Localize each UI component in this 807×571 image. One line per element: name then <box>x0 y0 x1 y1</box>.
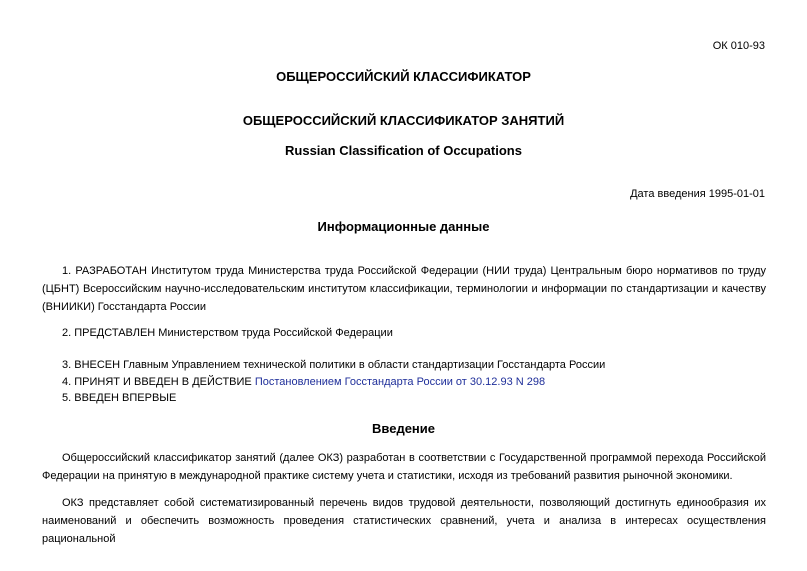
intro-paragraph-1: Общероссийский классификатор занятий (далее ОКЗ) разработан в соответствии с Государственной программой перехода Российской Федерации на принятую в международной практике систему учета и статистики, исходя из требований развития рыночной экономики. <box>42 452 766 482</box>
document-code: ОК 010-93 <box>712 40 765 52</box>
resolution-link[interactable]: Постановлением Госстандарта России от 30.12.93 N 298 <box>254 376 546 388</box>
intro-section-heading: Введение <box>372 421 435 436</box>
info-item-2: 2. ПРЕДСТАВЛЕН Министерством труда Российской Федерации <box>62 327 393 339</box>
info-item-4-text: 4. ПРИНЯТ И ВВЕДЕН В ДЕЙСТВИЕ <box>62 376 255 388</box>
title-general: ОБЩЕРОССИЙСКИЙ КЛАССИФИКАТОР <box>276 69 531 84</box>
title-english: Russian Classification of Occupations <box>285 143 522 158</box>
intro-paragraph-2: ОКЗ представляет собой систематизированный перечень видов трудовой деятельности, позволяющий достигнуть единообразия их наименований и обеспечить возможность проведения статистических сравнений, учета и анализа в интересах осуществления рациональной <box>42 497 766 545</box>
info-item-3: 3. ВНЕСЕН Главным Управлением технической политики в области стандартизации Госстандарта России <box>62 359 606 371</box>
title-main: ОБЩЕРОССИЙСКИЙ КЛАССИФИКАТОР ЗАНЯТИЙ <box>242 113 565 128</box>
info-section-heading: Информационные данные <box>317 219 490 234</box>
info-item-1: 1. РАЗРАБОТАН Институтом труда Министерства труда Российской Федерации (НИИ труда) Центральным бюро нормативов по труду (ЦБНТ) Всероссийским научно-исследовательским институтом классификации, терминологии и информации по стандартизации и качеству (ВНИИКИ) Госстандарта России <box>42 265 766 313</box>
effective-date: Дата введения 1995-01-01 <box>630 188 765 200</box>
info-item-5: 5. ВВЕДЕН ВПЕРВЫЕ <box>62 392 177 404</box>
